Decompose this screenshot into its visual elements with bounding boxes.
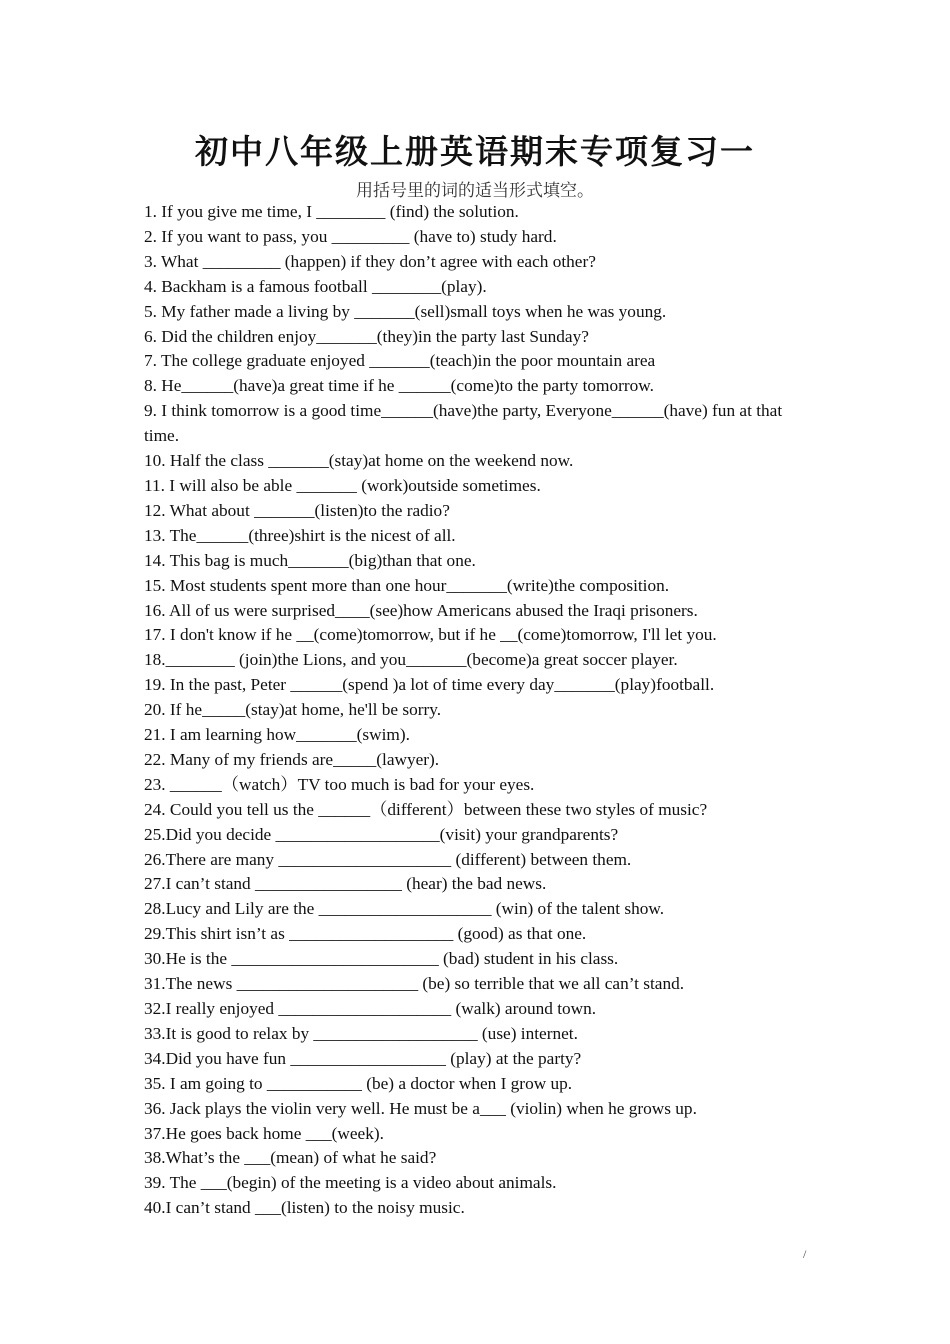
question-item: 31.The news _____________________ (be) so terrible that we all can’t stand. [144,974,685,994]
question-item: 5. My father made a living by _______(sell)small toys when he was young. [144,301,667,321]
question-item: 8. He______(have)a great time if he ______(come)to the party tomorrow. [144,376,654,396]
question-item: 30.He is the ________________________ (bad) student in his class. [144,949,619,969]
question-item: 7. The college graduate enjoyed _______(teach)in the poor mountain area [144,351,656,371]
question-item: 10. Half the class _______(stay)at home on the weekend now. [144,451,574,471]
question-item: 22. Many of my friends are_____(lawyer). [144,749,440,769]
question-item: 24. Could you tell us the ______（different）between these two styles of music? [144,799,708,819]
question-item: 9. I think tomorrow is a good time______(have)the party, Everyone______(have) fun at that time. [144,401,783,446]
question-item: 20. If he_____(stay)at home, he'll be sorry. [144,700,442,720]
question-item: 33.It is good to relax by ___________________ (use) internet. [144,1023,578,1043]
question-item: 40.I can’t stand ___(listen) to the noisy music. [144,1198,465,1218]
question-item: 32.I really enjoyed ____________________ (walk) around town. [144,999,597,1018]
question-item: 27.I can’t stand _________________ (hear) the bad news. [144,874,547,894]
instruction-text: 用括号里的词的适当形式填空。 [356,181,594,201]
question-item: 35. I am going to ___________ (be) a doctor when I grow up. [144,1073,573,1093]
question-item: 19. In the past, Peter ______(spend )a lot of time every day_______(play)football. [144,675,715,695]
question-item: 18.________ (join)the Lions, and you_______(become)a great soccer player. [144,650,678,670]
page-mark: / [803,1247,807,1261]
question-item: 4. Backham is a famous football ________(play). [144,276,487,296]
question-item: 3. What _________ (happen) if they don’t agree with each other? [144,251,596,271]
question-item: 29.This shirt isn’t as ___________________ (good) as that one. [144,924,587,944]
question-list [144,200,784,1221]
document-title: 初中八年级上册英语期末专项复习一 [195,132,755,171]
question-item: 15. Most students spent more than one hour_______(write)the composition. [144,575,670,595]
question-item: 26.There are many ____________________ (different) between them. [144,849,632,869]
question-item: 13. The______(three)shirt is the nicest of all. [144,525,456,545]
question-item: 12. What about _______(listen)to the radio? [144,500,450,520]
question-item: 16. All of us were surprised____(see)how Americans abused the Iraqi prisoners. [144,600,698,620]
question-item: 25.Did you decide ___________________(visit) your grandparents? [144,824,619,844]
question-item: 21. I am learning how_______(swim). [144,725,410,745]
question-item: 2. If you want to pass, you _________ (have to) study hard. [144,226,557,246]
question-item: 23. ______（watch）TV too much is bad for your eyes. [144,774,535,794]
question-item: 37.He goes back home ___(week). [144,1123,384,1143]
question-item: 11. I will also be able _______ (work)outside sometimes. [144,475,541,495]
question-item: 1. If you give me time, I ________ (find) the solution. [144,202,519,221]
question-item: 36. Jack plays the violin very well. He must be a___ (violin) when he grows up. [144,1098,697,1118]
question-item: 38.What’s the ___(mean) of what he said? [144,1148,437,1168]
question-item: 39. The ___(begin) of the meeting is a video about animals. [144,1173,557,1193]
question-item: 14. This bag is much_______(big)than that one. [144,550,476,570]
question-item: 28.Lucy and Lily are the ____________________ (win) of the talent show. [144,899,665,919]
question-item: 6. Did the children enjoy_______(they)in the party last Sunday? [144,326,589,346]
question-item: 34.Did you have fun __________________ (play) at the party? [144,1048,582,1068]
question-item: 17. I don't know if he __(come)tomorrow, but if he __(come)tomorrow, I'll let you. [144,625,717,645]
